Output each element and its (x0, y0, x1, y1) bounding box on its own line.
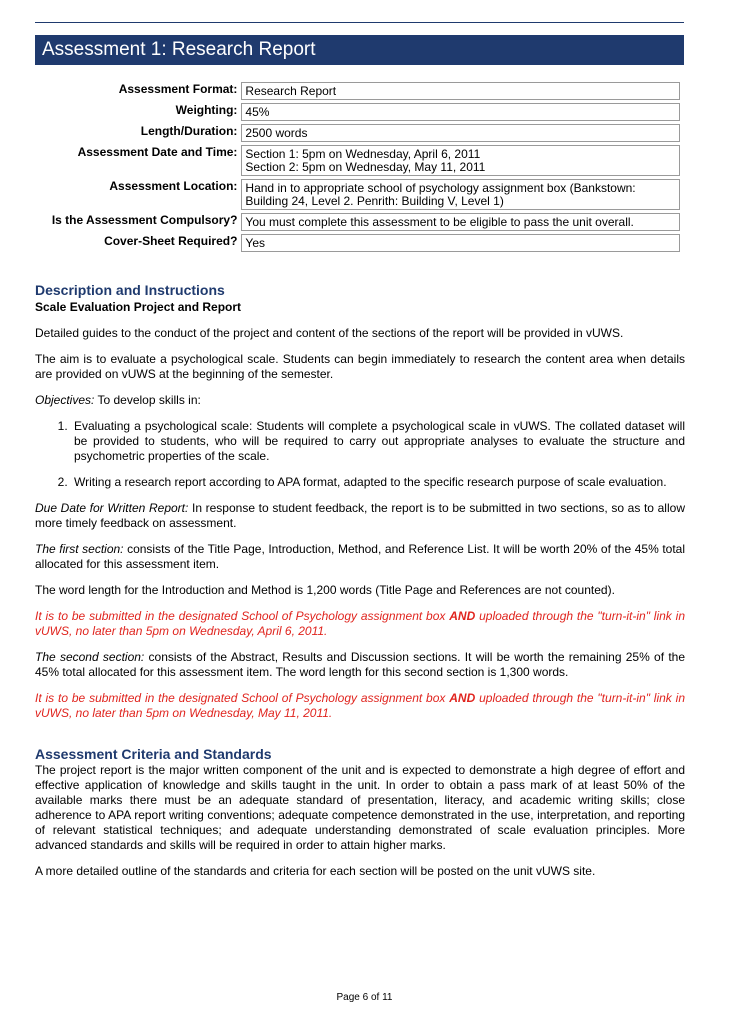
description-heading: Description and Instructions (35, 282, 225, 298)
row-value: 2500 words (241, 124, 680, 142)
paragraph: Detailed guides to the conduct of the project and content of the sections of the report will be provided in vUWS. (35, 326, 624, 340)
row-label: Cover-Sheet Required? (104, 234, 238, 248)
second-section-paragraph: The second section: consists of the Abstract, Results and Discussion sections. It will be worth the remaining 25% of the 45% total allocated for this assessment item. The word length for this second section is 1,300 words. (35, 650, 685, 679)
list-item: 2. Writing a research report according to APA format, adapted to the specific research purpose of scale evaluation. (71, 475, 685, 490)
row-label: Length/Duration: (140, 124, 238, 138)
row-value: 45% (241, 103, 680, 121)
word-length-paragraph: The word length for the Introduction and Method is 1,200 words (Title Page and References are not counted). (35, 583, 615, 597)
row-label: Assessment Location: (109, 179, 238, 193)
first-section-paragraph: The first section: consists of the Title Page, Introduction, Method, and Reference List. It will be worth 20% of the 45% total allocated for this assessment item. (35, 542, 685, 571)
page-number: Page 6 of 11 (336, 992, 393, 1003)
table-row (35, 145, 680, 176)
section-banner: Assessment 1: Research Report (35, 35, 684, 65)
paragraph: A more detailed outline of the standards and criteria for each section will be posted on the unit vUWS site. (35, 864, 596, 878)
paragraph: The aim is to evaluate a psychological scale. Students can begin immediately to research the content area when details are provided on vUWS at the beginning of the semester. (35, 352, 685, 381)
row-value: You must complete this assessment to be eligible to pass the unit overall. (241, 213, 680, 231)
criteria-heading: Assessment Criteria and Standards (35, 746, 272, 762)
row-value: Yes (241, 234, 680, 252)
row-value: Section 1: 5pm on Wednesday, April 6, 2011 Section 2: 5pm on Wednesday, May 11, 2011 (241, 145, 680, 176)
submission-notice-1: It is to be submitted in the designated School of Psychology assignment box AND uploaded through the "turn-it-in" link in vUWS, no later than 5pm on Wednesday, April 6, 2011. (35, 609, 685, 638)
paragraph: The project report is the major written component of the unit and is expected to demonstrate a high degree of effort and effective application of knowledge and skills taught in the unit. In order to obtain a pass mark of at least 50% of the available marks there must be an adequate standard of presentation, literacy, and academic writing skills; close adherence to APA report writing conventions; adequate competence demonstrated in the use, interpretation, and reporting of relevant statistical techniques; and adequate understanding demonstrated of scale evaluation principles. More advanced standards and skills will be required in order to attain higher marks. (35, 763, 685, 852)
submission-notice-2: It is to be submitted in the designated School of Psychology assignment box AND uploaded through the "turn-it-in" link in vUWS, no later than 5pm on Wednesday, May 11, 2011. (35, 691, 685, 720)
list-item: 1. Evaluating a psychological scale: Students will complete a psychological scale in vUWS. The collated dataset will be provided to students, who will be required to carry out appropriate analyses to evaluate the structure and psychometric properties of the scale. (71, 419, 685, 464)
row-label: Assessment Date and Time: (77, 145, 238, 159)
table-row (35, 124, 680, 142)
row-label: Is the Assessment Compulsory? (51, 213, 238, 227)
objectives-intro: Objectives: To develop skills in: (35, 393, 201, 407)
top-rule (35, 22, 684, 23)
table-row (35, 82, 680, 100)
row-label: Assessment Format: (118, 82, 238, 96)
row-value: Hand in to appropriate school of psychology assignment box (Bankstown: Building 24, Level 2. Penrith: Building V, Level 1) (241, 179, 680, 210)
table-row (35, 179, 680, 210)
assessment-info-table (35, 79, 680, 255)
table-row (35, 103, 680, 121)
table-row (35, 234, 680, 252)
description-subheading: Scale Evaluation Project and Report (35, 300, 242, 314)
due-date-paragraph: Due Date for Written Report: In response to student feedback, the report is to be submitted in two sections, so as to allow more timely feedback on assessment. (35, 501, 685, 530)
row-value: Research Report (241, 82, 680, 100)
document-body (35, 282, 685, 890)
row-label: Weighting: (175, 103, 238, 117)
objectives-list (35, 419, 685, 490)
table-row (35, 213, 680, 231)
